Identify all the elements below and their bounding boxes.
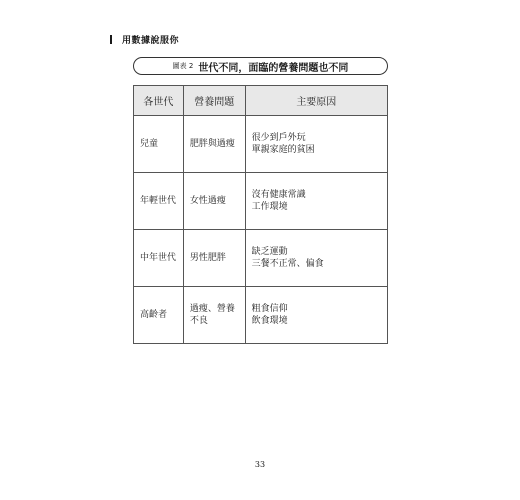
header-bar-mark [110, 35, 112, 44]
column-header-causes: 主要原因 [245, 86, 387, 116]
figure-label: 圖表 2 [172, 62, 194, 70]
table-row [134, 230, 388, 287]
problem-line: 肥胖與過瘦 [189, 139, 235, 149]
column-header-generation: 各世代 [134, 86, 184, 116]
problem-cell [183, 230, 245, 287]
cause-line: 飲食環境 [251, 316, 288, 326]
generation-cell: 兒童 [134, 116, 184, 173]
column-header-problem: 營養問題 [183, 86, 245, 116]
table-row [134, 287, 388, 344]
table-row [134, 116, 388, 173]
generation-cell: 高齡者 [134, 287, 184, 344]
figure-title: 世代不同，面臨的營養問題也不同 [198, 62, 349, 74]
cause-line: 單親家庭的貧困 [251, 145, 315, 155]
causes-cell [245, 116, 387, 173]
table-row [134, 173, 388, 230]
problem-cell [183, 173, 245, 230]
problem-cell [183, 116, 245, 173]
table-header-row [134, 86, 388, 116]
cause-line: 缺乏運動 [251, 247, 288, 257]
page-number: 33 [254, 460, 266, 469]
problem-line: 男性肥胖 [189, 253, 226, 263]
problem-line: 過瘦、營養 [189, 304, 235, 314]
cause-line: 很少到戶外玩 [251, 133, 306, 143]
cause-line: 工作環境 [251, 202, 288, 212]
cause-line: 三餐不正常、偏食 [251, 259, 324, 269]
generation-cell: 年輕世代 [134, 173, 184, 230]
cause-line: 沒有健康常識 [251, 190, 306, 200]
running-header [110, 33, 179, 46]
generation-cell: 中年世代 [134, 230, 184, 287]
nutrition-table [133, 85, 388, 344]
running-header-title: 用數據說服你 [122, 36, 180, 46]
problem-line: 不良 [189, 316, 208, 326]
causes-cell [245, 287, 387, 344]
causes-cell [245, 230, 387, 287]
cause-line: 粗食信仰 [251, 304, 288, 314]
figure-caption [133, 57, 388, 75]
problem-cell [183, 287, 245, 344]
causes-cell [245, 173, 387, 230]
problem-line: 女性過瘦 [189, 196, 226, 206]
